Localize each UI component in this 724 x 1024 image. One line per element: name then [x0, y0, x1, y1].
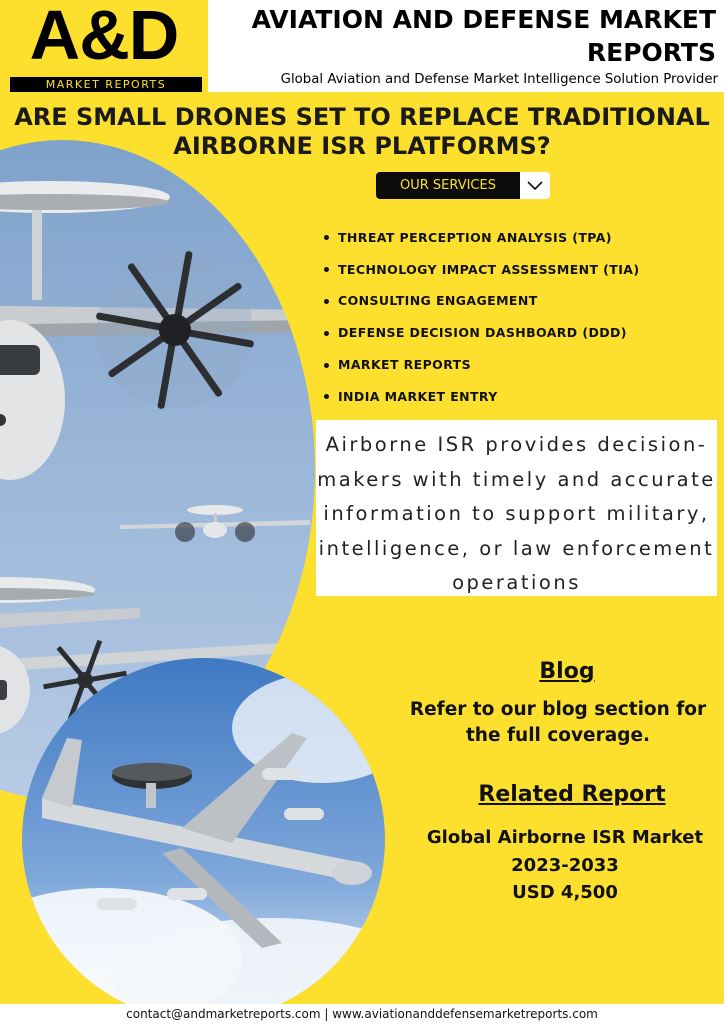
header-tagline: Global Aviation and Defense Market Intelligence Solution Provider — [280, 72, 718, 87]
our-services-label: OUR SERVICES — [376, 172, 520, 199]
blog-heading-link[interactable]: Blog — [539, 659, 595, 684]
service-item-label: TECHNOLOGY IMPACT ASSESSMENT (TIA) — [338, 261, 640, 277]
service-item-india-market-entry[interactable] — [324, 381, 639, 413]
bullet-icon — [324, 267, 329, 272]
related-report-details — [410, 824, 720, 907]
chevron-down-icon — [520, 172, 550, 199]
page-headline: ARE SMALL DRONES SET TO REPLACE TRADITIONAL AIRBORNE ISR PLATFORMS? — [14, 103, 710, 160]
our-services-dropdown[interactable] — [376, 172, 550, 199]
service-item-ddd[interactable] — [324, 317, 639, 349]
service-item-label: DEFENSE DECISION DASHBOARD (DDD) — [338, 325, 627, 341]
bullet-icon — [324, 363, 329, 368]
bullet-icon — [324, 235, 329, 240]
logo-text: A&D — [29, 0, 179, 74]
service-item-label: THREAT PERCEPTION ANALYSIS (TPA) — [338, 229, 612, 245]
awacs-photo — [22, 658, 385, 1021]
isr-info-box — [316, 420, 717, 596]
service-item-tia[interactable] — [324, 254, 639, 286]
bullet-icon — [324, 394, 329, 399]
related-report-heading-link[interactable]: Related Report — [478, 782, 666, 807]
service-item-label: CONSULTING ENGAGEMENT — [338, 293, 538, 309]
bullet-icon — [324, 299, 329, 304]
service-item-tpa[interactable] — [324, 222, 639, 254]
report-price: USD 4,500 — [512, 882, 618, 903]
service-item-label: INDIA MARKET ENTRY — [338, 388, 498, 404]
header-banner — [208, 0, 724, 92]
service-item-consulting[interactable] — [324, 286, 639, 318]
report-title: Global Airborne ISR Market — [426, 827, 704, 848]
report-years: 2023-2033 — [511, 854, 619, 876]
blog-description: Refer to our blog section for the full coverage. — [409, 699, 707, 746]
brand-logo[interactable] — [0, 0, 208, 92]
service-item-market-reports[interactable] — [324, 349, 639, 381]
isr-info-text: Airborne ISR provides decision-makers with timely and accurate information to support military, intelligence, or law enforcement operations — [317, 433, 716, 594]
bullet-icon — [324, 331, 329, 336]
footer-contact[interactable]: contact@andmarketreports.com | www.aviationanddefensemarketreports.com — [0, 1004, 724, 1024]
header-title: AVIATION AND DEFENSE MARKET REPORTS — [251, 5, 716, 67]
logo-subtitle: MARKET REPORTS — [10, 77, 202, 92]
service-item-label: MARKET REPORTS — [338, 357, 471, 373]
services-list — [324, 222, 639, 413]
